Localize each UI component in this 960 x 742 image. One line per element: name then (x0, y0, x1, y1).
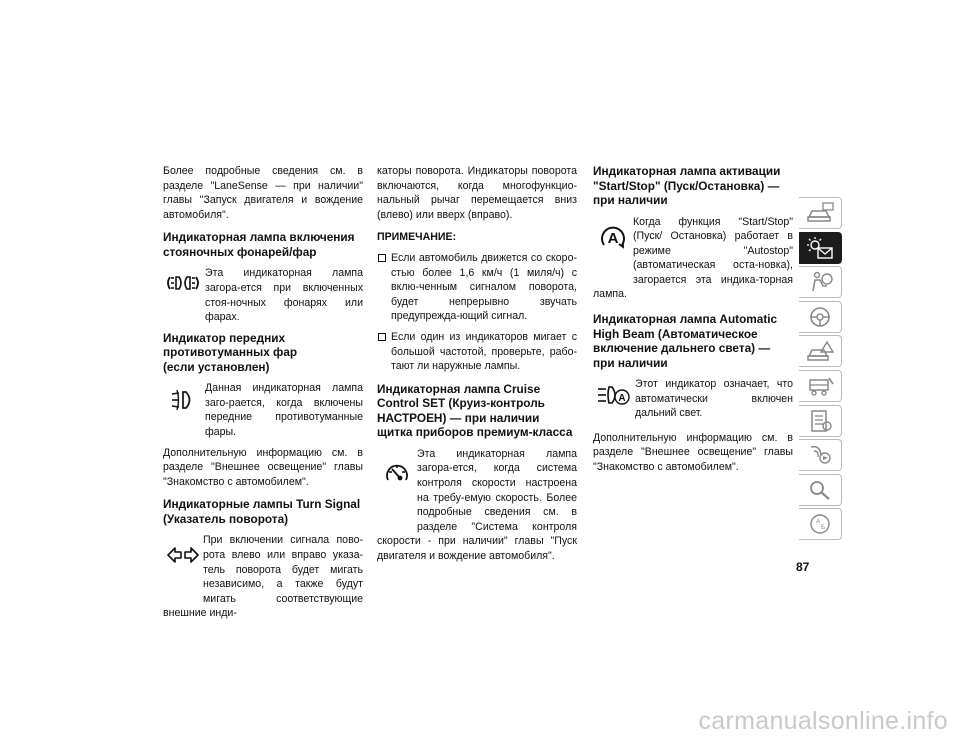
cruise-control-heading: Индикаторная лампа Cruise Control SET (Круиз-контроль НАСТРОЕН) — при наличии щитка приборов премиум-класса (377, 381, 573, 440)
fog-lights-indicator (163, 381, 363, 439)
exterior-lights-ref-2: Дополнительную информацию см. в разделе "Внешнее освещение" главы "Знакомство с автомобилем". (593, 431, 793, 474)
parking-lights-icon (163, 266, 203, 324)
cruise-control-text: Эта индикаторная лампа загора-ется, когда система контроля скорости настроена на требу-емую скорость. Более подробные сведения см. в разделе "Система контроля скорости - при наличии" главы "Пуск двигателя и вождение автомобиля". (377, 447, 577, 562)
auto-high-beam-heading: Индикаторная лампа Automatic High Beam (Автоматическое включение дальнего света) — при наличии (593, 312, 778, 370)
turn-signal-icon (163, 533, 203, 605)
chapter-tabs (799, 197, 843, 543)
dashboard-warning-icon (805, 236, 835, 260)
tab-service[interactable] (799, 370, 842, 402)
fog-lights-heading (163, 331, 363, 375)
start-stop-text: Когда функция "Start/Stop" (Пуск/ Остановка) работает в режиме "Autostop" (автоматическая оста-новка), загорается эта индика-торная лампа. (593, 215, 793, 301)
start-stop-icon (593, 215, 633, 281)
tab-vehicle-info[interactable] (799, 197, 842, 229)
turn-signal-continued: каторы поворота. Индикаторы поворота включаются, когда многофункцио-нальный рычаг перемещается вниз (влево) или вверх (вправо). (377, 165, 577, 221)
note-title: ПРИМЕЧАНИЕ: (377, 231, 457, 244)
svg-text:A: A (607, 229, 619, 247)
safety-airbag-icon (805, 270, 835, 294)
fog-lights-text: Данная индикаторная лампа заго-рается, когда включены передние противотуманные фары. (205, 382, 363, 439)
front-fog-light-icon (163, 381, 203, 439)
svg-text:A: A (816, 519, 821, 526)
vehicle-info-icon (805, 201, 835, 225)
steering-wheel-icon (805, 305, 835, 329)
parking-lights-heading: Индикаторная лампа включения стояночных фонарей/фар (163, 230, 355, 259)
fog-heading-line1: Индикатор передних (163, 330, 286, 345)
parking-lights-indicator (163, 266, 363, 324)
intro-paragraph: Более подробные сведения см. в разделе "LaneSense — при наличии" главы "Запуск двигателя и вождение автомобиля". (163, 165, 363, 221)
languages-icon (805, 512, 835, 536)
note-item: Если один из индикаторов мигает с большой частотой, проверьте, рабо-тают ли наружные лампы. (377, 330, 577, 374)
notes-list (377, 251, 577, 374)
auto-high-beam-text: Этот индикатор означает, что автоматически включен дальний свет. (635, 378, 793, 420)
auto-high-beam-icon (593, 377, 633, 421)
page-number: 87 (796, 560, 810, 574)
multimedia-icon (805, 443, 835, 467)
cruise-control-icon (377, 447, 417, 521)
tab-starting-driving[interactable] (799, 301, 842, 333)
tab-dashboard-warning[interactable] (799, 232, 842, 264)
emergency-icon (805, 339, 835, 363)
start-stop-heading: Индикаторная лампа активации "Start/Stop" (Пуск/Остановка) — при наличии (593, 164, 781, 207)
column-1 (163, 164, 363, 621)
tab-languages[interactable] (799, 508, 842, 540)
service-car-icon (805, 374, 835, 398)
start-stop-indicator (593, 215, 793, 303)
watermark: carmanualsonline.info (698, 707, 948, 735)
column-2 (377, 164, 577, 563)
turn-signal-heading: Индикаторные лампы Turn Signal (Указатель поворота) (163, 497, 361, 526)
search-index-icon (805, 478, 835, 502)
turn-signal-indicator (163, 533, 363, 621)
exterior-lights-ref: Дополнительную информацию см. в разделе "Внешнее освещение" главы "Знакомство с автомобилем". (163, 446, 363, 488)
turn-signal-text: При включении сигнала пово-рота влево или вправо указа-тель поворота будет мигать независимо, а также будут мигать соответствующие внешние инди- (163, 534, 363, 620)
tab-multimedia[interactable] (799, 439, 842, 471)
note-item: Если автомобиль движется со скоро-стью более 1,6 км/ч (1 миля/ч) с вклю-ченным сигналом поворота, будет непрерывно звучать предупрежда-ющий сигнал. (377, 251, 577, 324)
fog-heading-line3: (если установлен) (163, 359, 270, 374)
parking-lights-text: Эта индикаторная лампа загора-ется при включенных стоя-ночных фонарях или фарах. (205, 267, 363, 324)
tab-maintenance[interactable] (799, 405, 842, 437)
svg-text:A: A (618, 393, 626, 405)
fog-heading-line2: противотуманных фар (163, 345, 298, 360)
svg-text:Б: Б (821, 525, 825, 532)
auto-high-beam-indicator (593, 377, 793, 421)
tab-search-index[interactable] (799, 474, 842, 506)
tab-emergency[interactable] (799, 335, 842, 367)
cruise-control-indicator (377, 447, 577, 564)
column-3 (593, 164, 793, 483)
tab-safety[interactable] (799, 266, 842, 298)
maintenance-list-icon (805, 409, 835, 433)
